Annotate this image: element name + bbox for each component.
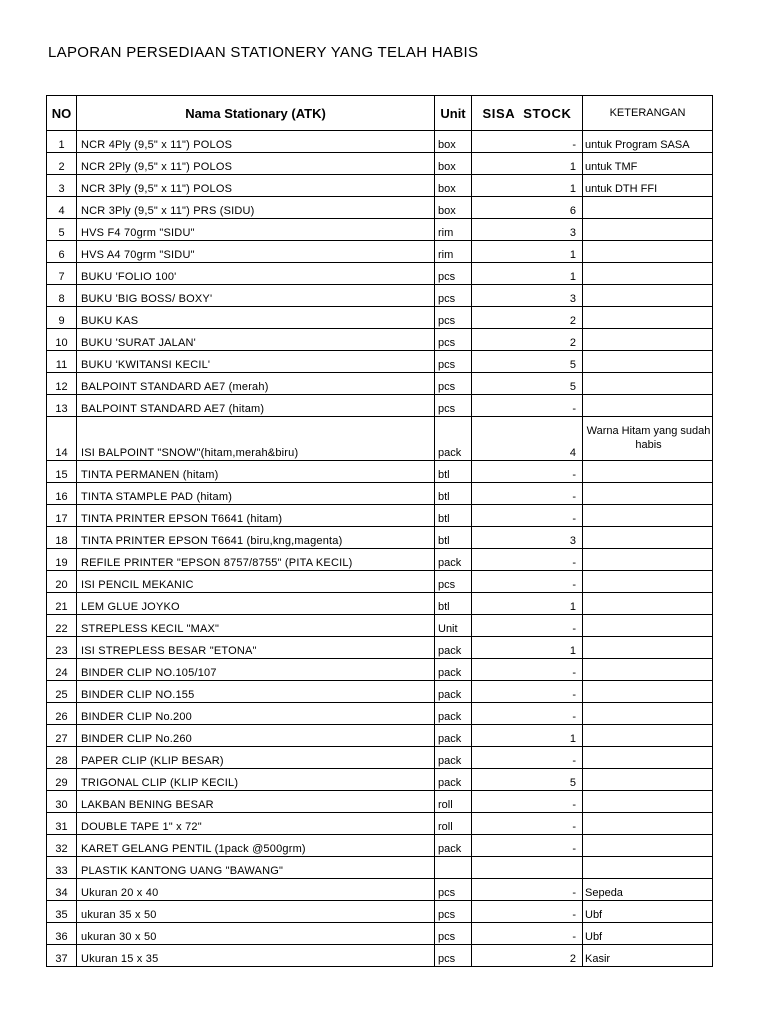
row-keterangan (583, 659, 713, 681)
row-keterangan (583, 505, 713, 527)
table-row (47, 153, 713, 175)
row-keterangan (583, 241, 713, 263)
row-sisa-stock: - (472, 571, 583, 593)
row-no: 22 (47, 615, 77, 637)
row-no: 24 (47, 659, 77, 681)
row-sisa-stock: - (472, 901, 583, 923)
row-keterangan (583, 549, 713, 571)
row-unit: pcs (435, 945, 472, 967)
row-unit: pack (435, 725, 472, 747)
row-item-name: TINTA STAMPLE PAD (hitam) (77, 483, 435, 505)
table-row (47, 373, 713, 395)
row-no: 34 (47, 879, 77, 901)
row-unit: btl (435, 527, 472, 549)
row-no: 3 (47, 175, 77, 197)
row-keterangan: untuk TMF (583, 153, 713, 175)
row-item-name: ISI BALPOINT "SNOW"(hitam,merah&biru) (77, 417, 435, 461)
row-no: 23 (47, 637, 77, 659)
row-item-name: BUKU 'SURAT JALAN' (77, 329, 435, 351)
row-item-name: NCR 4Ply (9,5" x 11") POLOS (77, 131, 435, 153)
row-item-name: PLASTIK KANTONG UANG "BAWANG" (77, 857, 435, 879)
row-no: 25 (47, 681, 77, 703)
table-row (47, 813, 713, 835)
row-sisa-stock: - (472, 835, 583, 857)
row-unit: pcs (435, 307, 472, 329)
row-no: 33 (47, 857, 77, 879)
row-unit: rim (435, 219, 472, 241)
row-unit: rim (435, 241, 472, 263)
row-unit: pack (435, 417, 472, 461)
row-item-name: BUKU 'FOLIO 100' (77, 263, 435, 285)
table-body (47, 131, 713, 967)
table-row (47, 197, 713, 219)
row-no: 14 (47, 417, 77, 461)
row-no: 30 (47, 791, 77, 813)
row-keterangan (583, 703, 713, 725)
row-keterangan (583, 593, 713, 615)
row-unit: btl (435, 505, 472, 527)
row-keterangan (583, 725, 713, 747)
row-sisa-stock: 1 (472, 153, 583, 175)
row-no: 1 (47, 131, 77, 153)
row-item-name: KARET GELANG PENTIL (1pack @500grm) (77, 835, 435, 857)
table-row (47, 923, 713, 945)
row-keterangan (583, 615, 713, 637)
row-sisa-stock: 3 (472, 285, 583, 307)
table-row (47, 263, 713, 285)
row-unit: pcs (435, 901, 472, 923)
row-item-name: HVS A4 70grm "SIDU" (77, 241, 435, 263)
row-no: 4 (47, 197, 77, 219)
row-no: 21 (47, 593, 77, 615)
table-row (47, 241, 713, 263)
row-sisa-stock: 5 (472, 769, 583, 791)
row-no: 7 (47, 263, 77, 285)
row-item-name: TINTA PRINTER EPSON T6641 (hitam) (77, 505, 435, 527)
row-item-name: REFILE PRINTER "EPSON 8757/8755" (PITA KECIL) (77, 549, 435, 571)
row-sisa-stock: 1 (472, 175, 583, 197)
row-keterangan (583, 395, 713, 417)
row-item-name: TRIGONAL CLIP (KLIP KECIL) (77, 769, 435, 791)
row-keterangan (583, 835, 713, 857)
row-sisa-stock: - (472, 131, 583, 153)
table-row (47, 505, 713, 527)
row-keterangan (583, 329, 713, 351)
stock-table (46, 95, 713, 967)
row-unit: btl (435, 593, 472, 615)
row-unit: roll (435, 791, 472, 813)
row-keterangan: Kasir (583, 945, 713, 967)
row-sisa-stock: 2 (472, 945, 583, 967)
row-no: 12 (47, 373, 77, 395)
row-unit: pcs (435, 395, 472, 417)
row-sisa-stock: - (472, 791, 583, 813)
row-keterangan (583, 219, 713, 241)
row-keterangan (583, 527, 713, 549)
row-sisa-stock: 5 (472, 373, 583, 395)
row-keterangan (583, 307, 713, 329)
row-item-name: LEM GLUE JOYKO (77, 593, 435, 615)
row-unit: pcs (435, 351, 472, 373)
row-unit: btl (435, 483, 472, 505)
row-item-name: Ukuran 15 x 35 (77, 945, 435, 967)
row-unit: pcs (435, 285, 472, 307)
row-sisa-stock: - (472, 615, 583, 637)
row-item-name: PAPER CLIP (KLIP BESAR) (77, 747, 435, 769)
row-unit: btl (435, 461, 472, 483)
table-row (47, 307, 713, 329)
row-unit: pack (435, 659, 472, 681)
row-item-name: BALPOINT STANDARD AE7 (hitam) (77, 395, 435, 417)
row-unit: pcs (435, 571, 472, 593)
row-sisa-stock: - (472, 461, 583, 483)
row-keterangan (583, 197, 713, 219)
row-keterangan (583, 769, 713, 791)
row-unit: pcs (435, 329, 472, 351)
row-keterangan (583, 681, 713, 703)
row-sisa-stock: 3 (472, 527, 583, 549)
row-no: 29 (47, 769, 77, 791)
row-item-name: TINTA PERMANEN (hitam) (77, 461, 435, 483)
header-row (47, 96, 713, 131)
row-item-name: ISI STREPLESS BESAR "ETONA" (77, 637, 435, 659)
row-keterangan: Ubf (583, 923, 713, 945)
table-row (47, 285, 713, 307)
row-keterangan (583, 373, 713, 395)
row-sisa-stock (472, 857, 583, 879)
row-unit: pack (435, 637, 472, 659)
row-keterangan (583, 813, 713, 835)
header-unit: Unit (435, 96, 472, 131)
row-sisa-stock: - (472, 505, 583, 527)
table-row (47, 549, 713, 571)
row-keterangan (583, 351, 713, 373)
table-row (47, 219, 713, 241)
row-no: 18 (47, 527, 77, 549)
row-sisa-stock: - (472, 659, 583, 681)
row-keterangan (583, 857, 713, 879)
row-unit: Unit (435, 615, 472, 637)
row-sisa-stock: - (472, 681, 583, 703)
row-unit: roll (435, 813, 472, 835)
row-no: 35 (47, 901, 77, 923)
row-no: 19 (47, 549, 77, 571)
row-item-name: ukuran 30 x 50 (77, 923, 435, 945)
row-item-name: DOUBLE TAPE 1" x 72" (77, 813, 435, 835)
row-no: 8 (47, 285, 77, 307)
row-no: 36 (47, 923, 77, 945)
row-item-name: BINDER CLIP No.200 (77, 703, 435, 725)
table-row (47, 417, 713, 461)
table-row (47, 659, 713, 681)
table-row (47, 901, 713, 923)
row-unit: pack (435, 681, 472, 703)
row-item-name: BINDER CLIP NO.105/107 (77, 659, 435, 681)
table-row (47, 461, 713, 483)
row-keterangan (583, 571, 713, 593)
row-no: 11 (47, 351, 77, 373)
table-row (47, 703, 713, 725)
row-keterangan (583, 285, 713, 307)
row-no: 13 (47, 395, 77, 417)
row-no: 37 (47, 945, 77, 967)
row-keterangan (583, 263, 713, 285)
row-sisa-stock: 6 (472, 197, 583, 219)
row-item-name: BUKU 'BIG BOSS/ BOXY' (77, 285, 435, 307)
row-item-name: NCR 3Ply (9,5" x 11") POLOS (77, 175, 435, 197)
row-item-name: LAKBAN BENING BESAR (77, 791, 435, 813)
table-row (47, 571, 713, 593)
row-item-name: BINDER CLIP No.260 (77, 725, 435, 747)
header-name: Nama Stationary (ATK) (77, 96, 435, 131)
table-row (47, 791, 713, 813)
row-no: 28 (47, 747, 77, 769)
table-row (47, 769, 713, 791)
row-unit: pcs (435, 923, 472, 945)
table-row (47, 395, 713, 417)
row-sisa-stock: 2 (472, 307, 583, 329)
row-unit: box (435, 175, 472, 197)
row-item-name: BUKU KAS (77, 307, 435, 329)
table-row (47, 637, 713, 659)
header-sisa-stock: SISA STOCK (472, 96, 583, 131)
table-row (47, 945, 713, 967)
table-row (47, 879, 713, 901)
row-sisa-stock: 1 (472, 637, 583, 659)
report-title: LAPORAN PERSEDIAAN STATIONERY YANG TELAH HABIS (48, 44, 479, 61)
row-item-name: NCR 2Ply (9,5" x 11") POLOS (77, 153, 435, 175)
row-sisa-stock: - (472, 813, 583, 835)
row-unit: pack (435, 549, 472, 571)
row-sisa-stock: 5 (472, 351, 583, 373)
table-row (47, 593, 713, 615)
row-item-name: BINDER CLIP NO.155 (77, 681, 435, 703)
row-item-name: HVS F4 70grm "SIDU" (77, 219, 435, 241)
row-no: 26 (47, 703, 77, 725)
header-keterangan: KETERANGAN (583, 96, 713, 131)
row-sisa-stock: 1 (472, 263, 583, 285)
row-unit: box (435, 153, 472, 175)
row-unit (435, 857, 472, 879)
row-keterangan: untuk DTH FFI (583, 175, 713, 197)
row-no: 31 (47, 813, 77, 835)
table-row (47, 835, 713, 857)
row-item-name: BALPOINT STANDARD AE7 (merah) (77, 373, 435, 395)
row-no: 20 (47, 571, 77, 593)
row-keterangan: Ubf (583, 901, 713, 923)
row-item-name: ukuran 35 x 50 (77, 901, 435, 923)
row-unit: pack (435, 703, 472, 725)
row-keterangan: untuk Program SASA (583, 131, 713, 153)
table-row (47, 527, 713, 549)
row-no: 5 (47, 219, 77, 241)
table-row (47, 681, 713, 703)
row-item-name: Ukuran 20 x 40 (77, 879, 435, 901)
row-sisa-stock: - (472, 747, 583, 769)
row-keterangan (583, 483, 713, 505)
row-no: 15 (47, 461, 77, 483)
row-unit: pcs (435, 879, 472, 901)
row-unit: pack (435, 835, 472, 857)
row-sisa-stock: - (472, 703, 583, 725)
row-sisa-stock: 2 (472, 329, 583, 351)
row-item-name: TINTA PRINTER EPSON T6641 (biru,kng,magenta) (77, 527, 435, 549)
table-row (47, 615, 713, 637)
row-sisa-stock: 1 (472, 241, 583, 263)
row-unit: box (435, 131, 472, 153)
row-keterangan (583, 747, 713, 769)
row-item-name: NCR 3Ply (9,5" x 11") PRS (SIDU) (77, 197, 435, 219)
header-no: NO (47, 96, 77, 131)
row-sisa-stock: 1 (472, 725, 583, 747)
row-unit: pack (435, 747, 472, 769)
row-keterangan (583, 791, 713, 813)
row-no: 9 (47, 307, 77, 329)
table-row (47, 857, 713, 879)
row-no: 16 (47, 483, 77, 505)
table-row (47, 725, 713, 747)
table-row (47, 483, 713, 505)
row-keterangan: Sepeda (583, 879, 713, 901)
table-row (47, 175, 713, 197)
row-sisa-stock: 3 (472, 219, 583, 241)
row-no: 32 (47, 835, 77, 857)
row-no: 6 (47, 241, 77, 263)
row-keterangan: Warna Hitam yang sudah habis (583, 417, 713, 461)
table-row (47, 747, 713, 769)
table-row (47, 131, 713, 153)
row-no: 17 (47, 505, 77, 527)
row-sisa-stock: - (472, 879, 583, 901)
row-item-name: BUKU 'KWITANSI KECIL' (77, 351, 435, 373)
row-unit: pcs (435, 373, 472, 395)
row-sisa-stock: - (472, 923, 583, 945)
table-row (47, 351, 713, 373)
row-sisa-stock: - (472, 483, 583, 505)
row-keterangan (583, 637, 713, 659)
row-keterangan (583, 461, 713, 483)
table-row (47, 329, 713, 351)
row-sisa-stock: 1 (472, 593, 583, 615)
row-no: 27 (47, 725, 77, 747)
row-item-name: ISI PENCIL MEKANIC (77, 571, 435, 593)
row-unit: box (435, 197, 472, 219)
row-sisa-stock: - (472, 549, 583, 571)
row-no: 10 (47, 329, 77, 351)
row-no: 2 (47, 153, 77, 175)
row-unit: pcs (435, 263, 472, 285)
row-unit: pack (435, 769, 472, 791)
row-sisa-stock: - (472, 395, 583, 417)
row-sisa-stock: 4 (472, 417, 583, 461)
row-item-name: STREPLESS KECIL "MAX" (77, 615, 435, 637)
